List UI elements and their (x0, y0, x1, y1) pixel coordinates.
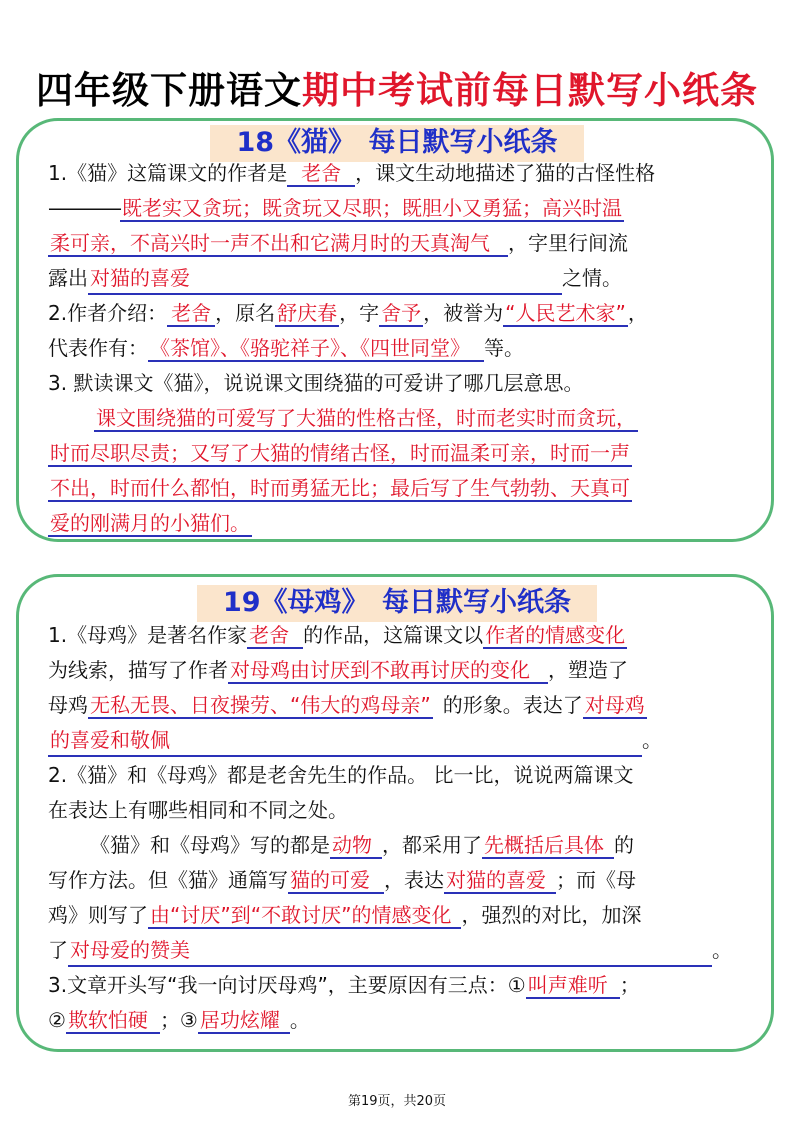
answer-blank: 对母爱的赞美 (68, 935, 712, 967)
answer-blank: 柔可亲，不高兴时一声不出和它满月时的天真淘气 (48, 231, 508, 257)
hen-line-5: 2.《猫》和《母鸡》都是老舍先生的作品。 比一比，说说两篇课文 (48, 763, 634, 787)
answer-blank: 老舍 (247, 623, 303, 649)
answer-blank: 无私无畏、日夜操劳、“伟大的鸡母亲” (90, 693, 431, 717)
text: 。 (289, 1008, 310, 1032)
cat-line-1 (48, 158, 655, 188)
cat-line-4 (48, 263, 622, 295)
text: 等。 (484, 336, 524, 360)
hen-line-4 (48, 725, 662, 757)
hen-line-7 (90, 830, 634, 860)
answer-blank: 由“讨厌”到“不敢讨厌”的情感变化 (148, 903, 461, 929)
hen-line-3 (48, 690, 647, 720)
answer-blank: 对猫的喜爱 (88, 263, 562, 295)
text: ，强烈的对比，加深 (461, 903, 642, 927)
page-title-part2: 期中考试前每日默写小纸条 (302, 69, 758, 112)
text: 露出 (48, 266, 88, 290)
page-title-part1: 四年级下册语文 (36, 69, 302, 112)
cat-line-8 (94, 403, 638, 433)
text: ② (48, 1008, 66, 1032)
text: ，字 (339, 301, 380, 325)
answer-blank: 对母鸡 (584, 693, 645, 717)
text: 母鸡 (48, 693, 88, 717)
text: ———— (48, 196, 120, 220)
text: 2.作者介绍： (48, 301, 168, 325)
text: ，都采用了 (382, 833, 482, 857)
answer-blank: 作者的情感变化 (485, 623, 626, 647)
text: 之情。 (562, 266, 622, 290)
cat-line-11 (48, 508, 252, 538)
text: ， (627, 301, 648, 325)
text: 。 (712, 938, 732, 962)
cat-line-6 (48, 333, 524, 363)
text: 的形象。表达了 (442, 693, 583, 717)
section-heading-hen (0, 580, 794, 619)
text: ； (619, 973, 640, 997)
answer-blank: 猫的可爱 (288, 868, 384, 894)
text: 的作品，这篇课文以 (303, 623, 484, 647)
hen-line-11 (48, 970, 640, 1000)
text: 写作方法。但《猫》通篇写 (48, 868, 288, 892)
text: 代表作有： (48, 336, 148, 360)
text: ，表达 (384, 868, 444, 892)
text: 的 (614, 833, 634, 857)
answer-blank: 舍予 (381, 301, 422, 325)
text: ，字里行间流 (508, 231, 628, 255)
text: 1.《母鸡》是著名作家 (48, 623, 248, 647)
text: 。 (642, 728, 662, 752)
answer-blank: 先概括后具体 (482, 833, 614, 859)
answer-blank: 老舍 (167, 301, 215, 327)
hen-line-10 (48, 935, 732, 967)
section-heading-hen-text: 19《母鸡》 每日默写小纸条 (197, 585, 597, 622)
answer-blank: 对母鸡由讨厌到不敢再讨厌的变化 (228, 658, 548, 684)
text: 《猫》和《母鸡》写的都是 (90, 833, 330, 857)
page-number: 第19页，共20页 (347, 1094, 447, 1109)
text: ；③ (159, 1008, 198, 1032)
answer-blank: 居功炫耀 (198, 1008, 290, 1034)
text: 了 (48, 938, 68, 962)
text: 为线索，描写了作者 (48, 658, 228, 682)
section-heading-cat-text: 18《猫》 每日默写小纸条 (210, 125, 583, 162)
cat-line-9 (48, 438, 632, 468)
answer-blank: 老舍 (287, 161, 355, 187)
text: ，课文生动地描述了猫的古怪性格 (355, 161, 656, 185)
section-heading-cat (0, 120, 794, 159)
answer-blank: 《茶馆》、《骆驼祥子》、《四世同堂》 (148, 336, 484, 362)
hen-line-8 (48, 865, 636, 895)
text: 鸡》则写了 (48, 903, 148, 927)
answer-blank: 叫声难听 (526, 973, 620, 999)
answer-blank: “人民艺术家” (505, 301, 626, 325)
cat-line-2 (48, 193, 624, 223)
text: ；而《母 (556, 868, 636, 892)
text: ，原名 (215, 301, 276, 325)
hen-line-12 (48, 1005, 310, 1035)
answer-blank: 既老实又贪玩；既贪玩又尽职；既胆小又勇猛；高兴时温 (122, 196, 622, 220)
hen-line-2 (48, 655, 628, 685)
answer-blank: 的喜爱和敬佩 (48, 725, 642, 757)
text: ，塑造了 (548, 658, 628, 682)
answer-blank: 不出，时而什么都怕，时而勇猛无比；最后写了生气勃勃、天真可 (50, 476, 630, 500)
answer-blank: 舒庆春 (277, 301, 338, 325)
answer-blank: 爱的刚满月的小猫们。 (50, 511, 250, 535)
page-title (0, 60, 794, 114)
answer-blank: 时而尽职尽责；又写了大猫的情绪古怪，时而温柔可亲，时而一声 (50, 441, 630, 465)
hen-line-1 (48, 620, 627, 650)
answer-blank: 动物 (330, 833, 382, 859)
cat-line-5 (48, 298, 648, 328)
cat-line-10 (48, 473, 632, 503)
answer-blank: 课文围绕猫的可爱写了大猫的性格古怪，时而老实时而贪玩， (96, 406, 636, 430)
answer-blank: 欺软怕硬 (66, 1008, 160, 1034)
text: 3.文章开头写“我一向讨厌母鸡”，主要原因有三点：① (48, 973, 526, 997)
text: ，被誉为 (423, 301, 504, 325)
hen-line-9 (48, 900, 641, 930)
answer-blank: 对猫的喜爱 (444, 868, 556, 894)
cat-line-3 (48, 228, 628, 258)
text: 1.《猫》这篇课文的作者是 (48, 161, 288, 185)
cat-line-7: 3. 默读课文《猫》，说说课文围绕猫的可爱讲了哪几层意思。 (48, 371, 584, 395)
hen-line-6: 在表达上有哪些相同和不同之处。 (48, 798, 348, 822)
